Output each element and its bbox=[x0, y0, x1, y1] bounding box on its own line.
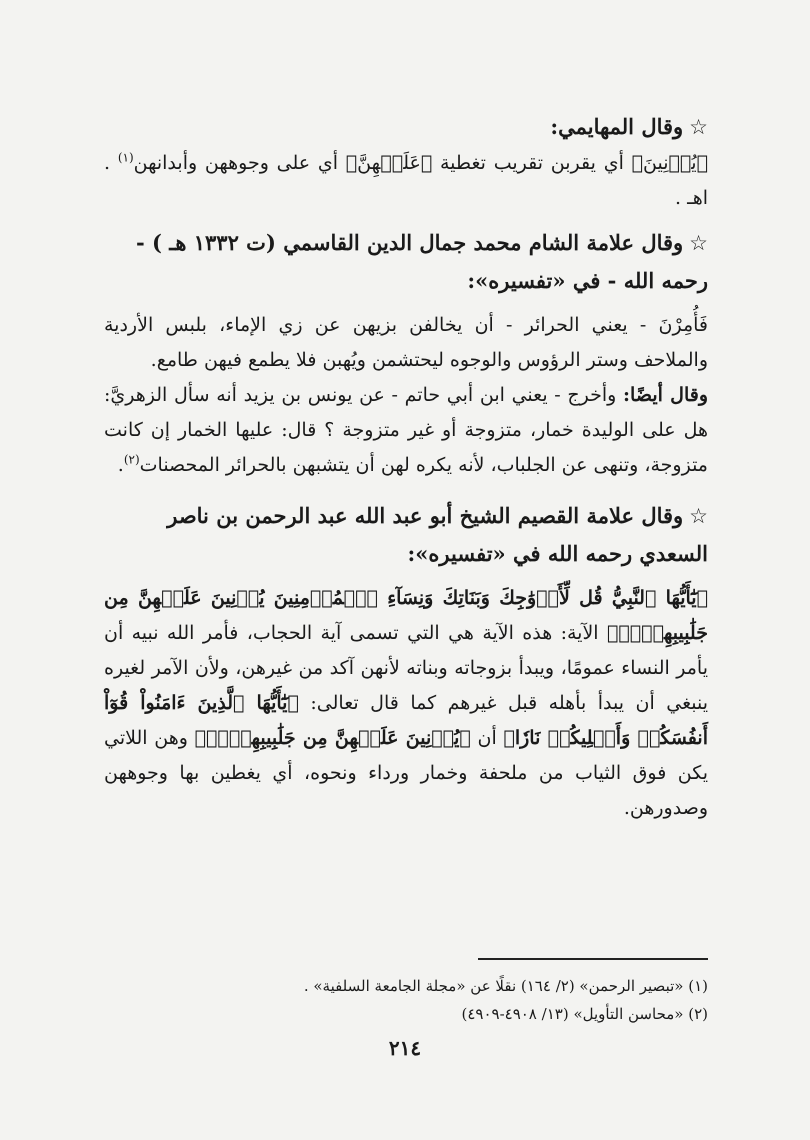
page-body bbox=[104, 108, 708, 826]
heading-saadi bbox=[104, 497, 708, 573]
quran-verse: ﴿يَٰٓأَيُّهَا ٱلَّذِينَ ءَامَنُواْ قُوٓاْ أَنفُسَكُمۡ وَأَهۡلِيكُمۡ نَارٗا﴾ bbox=[104, 692, 708, 749]
footnote-divider bbox=[478, 958, 708, 960]
heading-text: وقال علامة القصيم الشيخ أبو عبد الله عبد الرحمن بن ناصر السعدي رحمه الله في «تفسيره»: bbox=[167, 503, 708, 566]
star-icon: ☆ bbox=[689, 115, 708, 139]
quran-verse: ﴿يُدۡنِينَ عَلَيۡهِنَّ مِن جَلَٰبِيبِهِنَّۚ﴾ bbox=[194, 727, 471, 749]
paragraph-lead: وقال أيضًا: bbox=[623, 384, 708, 406]
paragraph-text: وهن اللاتي يكن فوق الثياب من ملحفة وخمار ورداء ونحوه، أي يغطين بها وجوههن وصدورهن. bbox=[104, 727, 708, 819]
paragraph-text: ﴿يُدۡنِينَ﴾ أي يقربن تقريب تغطية ﴿عَلَيۡهِنَّ﴾ أي على وجوههن وأبدانهن bbox=[133, 152, 708, 174]
paragraph-text: أن bbox=[477, 727, 497, 749]
paragraph-end: . bbox=[117, 454, 124, 476]
heading-text: وقال المهايمي: bbox=[550, 114, 684, 139]
paragraph-text: الآية: هذه الآية هي التي تسمى آية الحجاب، فأمر الله نبيه أن يأمر النساء عمومًا، ويبدأ بزوجاته وبناته لأنهن آكد من غيرهن، ولأن الآمر لغيره ينبغي أن يبدأ بأهله قبل غيرهم كما قال تعالى: bbox=[104, 622, 709, 714]
heading-qasimi bbox=[104, 224, 708, 300]
paragraph-end: . اهـ . bbox=[104, 152, 708, 209]
star-icon: ☆ bbox=[689, 231, 708, 255]
heading-text: وقال علامة الشام محمد جمال الدين القاسمي (ت ١٣٣٢ هـ ) - رحمه الله - في «تفسيره»: bbox=[135, 230, 708, 293]
paragraph-saadi bbox=[104, 581, 708, 826]
paragraph-qasimi: فَأُمِرْنَ - يعني الحرائر - أن يخالفن بزيهن عن زي الإماء، بلبس الأردية والملاحف وستر الرؤوس والوجوه ليحتشمن ويُهبن فلا يطمع فيهن طامع. bbox=[104, 314, 708, 371]
page-number: ٢١٤ bbox=[388, 1036, 422, 1060]
star-icon: ☆ bbox=[689, 504, 708, 528]
heading-mahayimi bbox=[104, 108, 708, 146]
footnotes bbox=[104, 972, 708, 1028]
footnote-2: (٢) «محاسن التأويل» (١٣/ ٤٩٠٨-٤٩٠٩) bbox=[461, 1005, 708, 1023]
quran-verse: ﴿يَٰٓأَيُّهَا ٱلنَّبِيُّ قُل لِّأَزۡوَٰجِكَ وَبَنَاتِكَ وَنِسَآءِ ٱلۡمُؤۡمِنِينَ يُدۡنِينَ عَلَيۡهِنَّ مِن جَلَٰبِيبِهِنَّۚ﴾ bbox=[104, 587, 708, 644]
paragraph-qasimi-also bbox=[104, 378, 708, 483]
footnote-1: (١) «تبصير الرحمن» (٢/ ١٦٤) نقلًا عن «مجلة الجامعة السلفية» . bbox=[303, 977, 708, 995]
footnote-ref: (١) bbox=[117, 150, 134, 165]
paragraph-mahayimi bbox=[104, 146, 708, 216]
footnote-ref: (٢) bbox=[123, 452, 140, 467]
paragraph-text: وأخرج - يعني ابن أبي حاتم - عن يونس بن يزيد أنه سأل الزهريَّ: هل على الوليدة خمار، متزوجة أو غير متزوجة ؟ قال: عليها الخمار إن كانت متزوجة، وتنهى عن الجلباب، لأنه يكره لهن أن يتشبهن بالحرائر المحصنات bbox=[104, 384, 708, 476]
